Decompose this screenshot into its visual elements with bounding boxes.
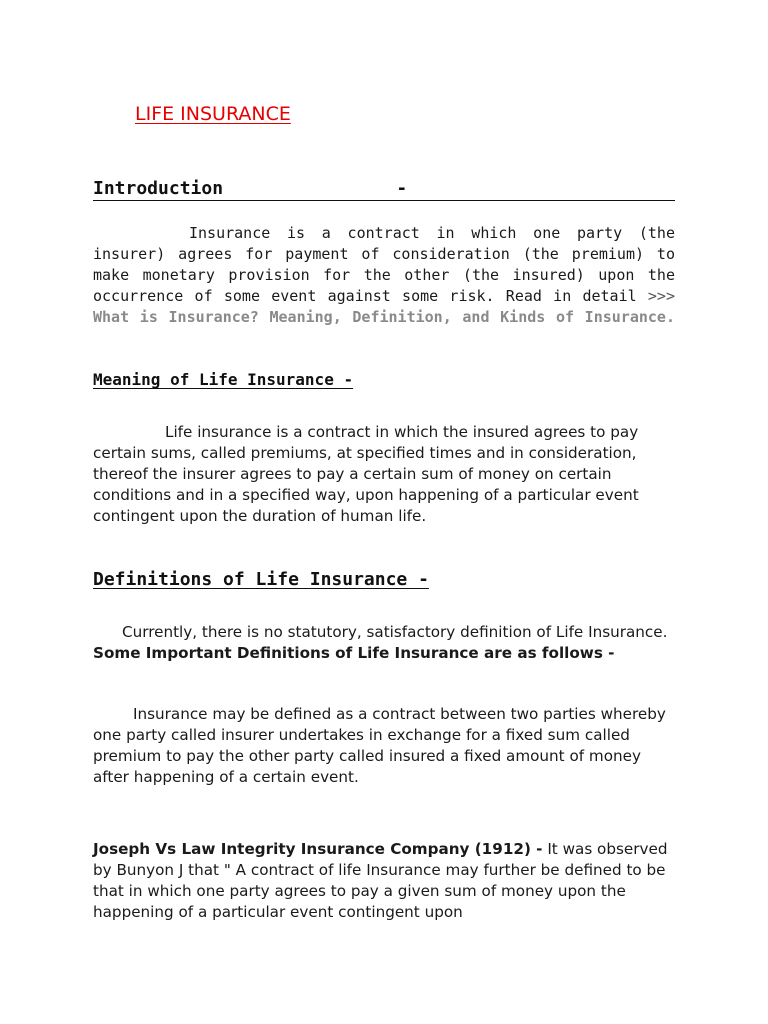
definitions-intro-paragraph (93, 622, 675, 664)
case-law-paragraph (93, 839, 678, 923)
introduction-paragraph (93, 223, 675, 328)
case-name: Joseph Vs Law Integrity Insurance Company (1912) - (93, 840, 543, 858)
meaning-paragraph: Life insurance is a contract in which the insured agrees to pay certain sums, called premiums, at specified times and in consideration, thereof the insurer agrees to pay a certain sum of money on certain conditions and in a specified way, upon happening of a particular event contingent upon the duration of human life. (93, 423, 639, 525)
introduction-heading: Introduction - (93, 178, 675, 201)
case-text: It was observed by Bunyon J that " A contract of life Insurance may further be defined to be that in which one party agrees to pay a given sum of money upon the happening of a particular event contingent upon (93, 840, 668, 921)
document-title: LIFE INSURANCE (135, 103, 291, 125)
insurance-definition-paragraph: Insurance may be defined as a contract between two parties whereby one party called insurer undertakes in exchange for a fixed sum called premium to pay the other party called insured a fixed amount of money after happening of a certain event. (93, 705, 666, 786)
meaning-heading: Meaning of Life Insurance - (93, 370, 354, 389)
definitions-intro-bold: Some Important Definitions of Life Insurance are as follows - (93, 644, 615, 662)
what-is-insurance-link[interactable]: What is Insurance? Meaning, Definition, and Kinds of Insurance. (93, 308, 675, 326)
introduction-body: Insurance is a contract in which one party (the insurer) agrees for payment of consideration (the premium) to make monetary provision for the other (the insured) upon the occurrence of some event against some risk. Read in detail (93, 224, 675, 305)
read-more-arrow: >>> (647, 287, 675, 305)
definitions-intro-text: Currently, there is no statutory, satisfactory definition of Life Insurance. (122, 623, 668, 641)
definitions-heading: Definitions of Life Insurance - (93, 569, 429, 590)
